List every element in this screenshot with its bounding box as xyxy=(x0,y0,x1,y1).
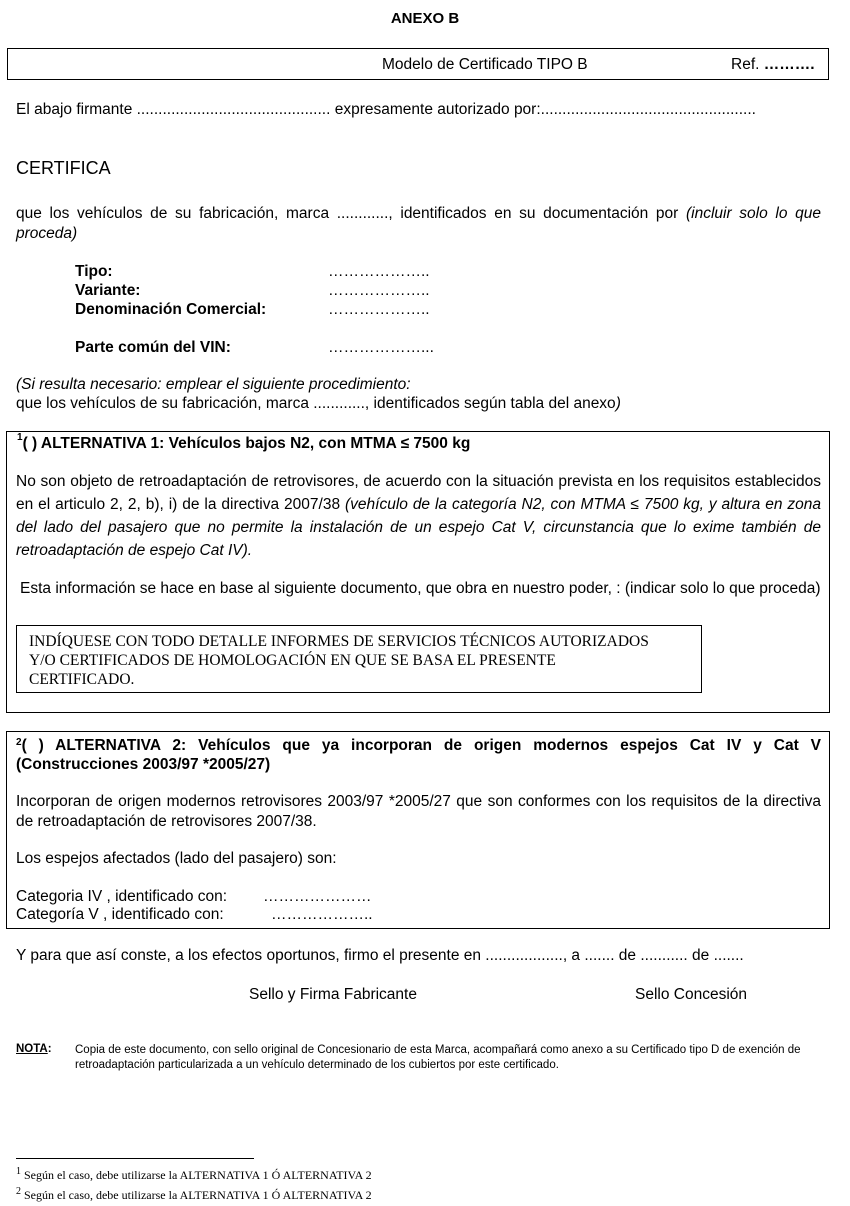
field-value-vin: ………………... xyxy=(328,339,434,356)
page-title: ANEXO B xyxy=(390,10,460,27)
field-label-variante: Variante: xyxy=(75,282,141,299)
field-label-tipo: Tipo: xyxy=(75,263,113,280)
alt1-document-box: INDÍQUESE CON TODO DETALLE INFORMES DE SERVICIOS TÉCNICOS AUTORIZADOS Y/O CERTIFICADOS DE HOMOLOGACIÓN EN QUE SE BASA EL PRESENTE CERTIFICADO. xyxy=(16,625,702,693)
seal-concession: Sello Concesión xyxy=(635,986,748,1003)
nota-label: NOTA: xyxy=(16,1043,52,1055)
field-value-tipo: ……………….. xyxy=(328,263,430,280)
intro-line: El abajo firmante ............................................. expresamente autorizado por:.................................................. xyxy=(16,101,756,118)
field-label-denominacion: Denominación Comercial: xyxy=(75,301,267,318)
fields-values xyxy=(328,262,434,357)
procedure-line-2: que los vehículos de su fabricación, marca ............, identificados según tabla del anexo) xyxy=(16,395,621,412)
vehicles-paragraph: que los vehículos de su fabricación, marca ............, identificados en su documentación por (incluir solo lo que proceda) xyxy=(16,205,821,242)
cat5-label: Categoría V , identificado con: xyxy=(16,906,224,923)
alt1-info: Esta información se hace en base al siguiente documento, que obra en nuestro poder, : (indicar solo lo que proceda) xyxy=(20,580,821,597)
field-label-vin: Parte común del VIN: xyxy=(75,339,231,356)
alt1-paragraph: No son objeto de retroadaptación de retrovisores, de acuerdo con la situación prevista en los requisitos establecidos en el articulo 2, 2, b), i) de la directiva 2007/38 (vehículo de la categoría N2, con MTMA ≤ 7500 kg, y altura en zona del lado del pasajero que no permite la instalación de un espejo Cat V, circunstancia que lo exime también de retroadaptación de espejo Cat IV). xyxy=(16,473,821,559)
alt2-heading: $^2$( ) ALTERNATIVA 2: Vehículos que ya incorporan de origen modernos espejos Cat IV y Cat V (Construcciones 2003/97 *2005/27) xyxy=(16,737,821,773)
fields-labels xyxy=(75,262,266,357)
footnotes xyxy=(16,1165,372,1205)
alt2-mirrors: Los espejos afectados (lado del pasajero) son: xyxy=(16,850,337,867)
footnote-1: $^1$ Según el caso, debe utilizarse la ALTERNATIVA 1 Ó ALTERNATIVA 2 xyxy=(16,1166,372,1182)
header-box xyxy=(7,48,829,80)
field-value-denominacion: ……………….. xyxy=(328,301,430,318)
cat4-label: Categoria IV , identificado con: xyxy=(16,888,228,905)
procedure-block xyxy=(16,375,621,413)
cat5-value: ……………….. xyxy=(271,906,373,923)
footnote-2: $^2$ Según el caso, debe utilizarse la ALTERNATIVA 1 Ó ALTERNATIVA 2 xyxy=(16,1186,372,1202)
procedure-line-1: (Si resulta necesario: emplear el siguiente procedimiento: xyxy=(16,376,411,393)
alt2-paragraph: Incorporan de origen modernos retrovisores 2003/97 *2005/27 que son conformes con los requisitos de la directiva de retroadaptación de retrovisores 2007/38. xyxy=(16,793,821,830)
ref-label: Ref. ………. xyxy=(731,56,815,73)
alt2-cat-labels xyxy=(16,888,227,924)
footnote-separator xyxy=(16,1158,254,1159)
nota-text: Copia de este documento, con sello original de Concesionario de esta Marca, acompañará como anexo a su Certificado tipo D de exención de retroadaptación particularizada a un vehículo determinado de los cubiertos por este certificado. xyxy=(75,1044,801,1071)
certifica-heading: CERTIFICA xyxy=(16,158,111,178)
alt1-heading: $^1$( ) ALTERNATIVA 1: Vehículos bajos N2, con MTMA ≤ 7500 kg xyxy=(17,432,471,452)
seal-manufacturer: Sello y Firma Fabricante xyxy=(249,986,417,1003)
field-value-variante: ……………….. xyxy=(328,282,430,299)
alt2-cat-values xyxy=(263,888,373,924)
alternative-2-box xyxy=(6,731,830,929)
cat4-value: ………………… xyxy=(263,888,372,905)
closing-line: Y para que así conste, a los efectos oportunos, firmo el presente en .................., a ....... de ........... de ....... xyxy=(16,947,744,964)
alternative-1-box xyxy=(6,431,830,713)
model-label: Modelo de Certificado TIPO B xyxy=(382,56,588,73)
